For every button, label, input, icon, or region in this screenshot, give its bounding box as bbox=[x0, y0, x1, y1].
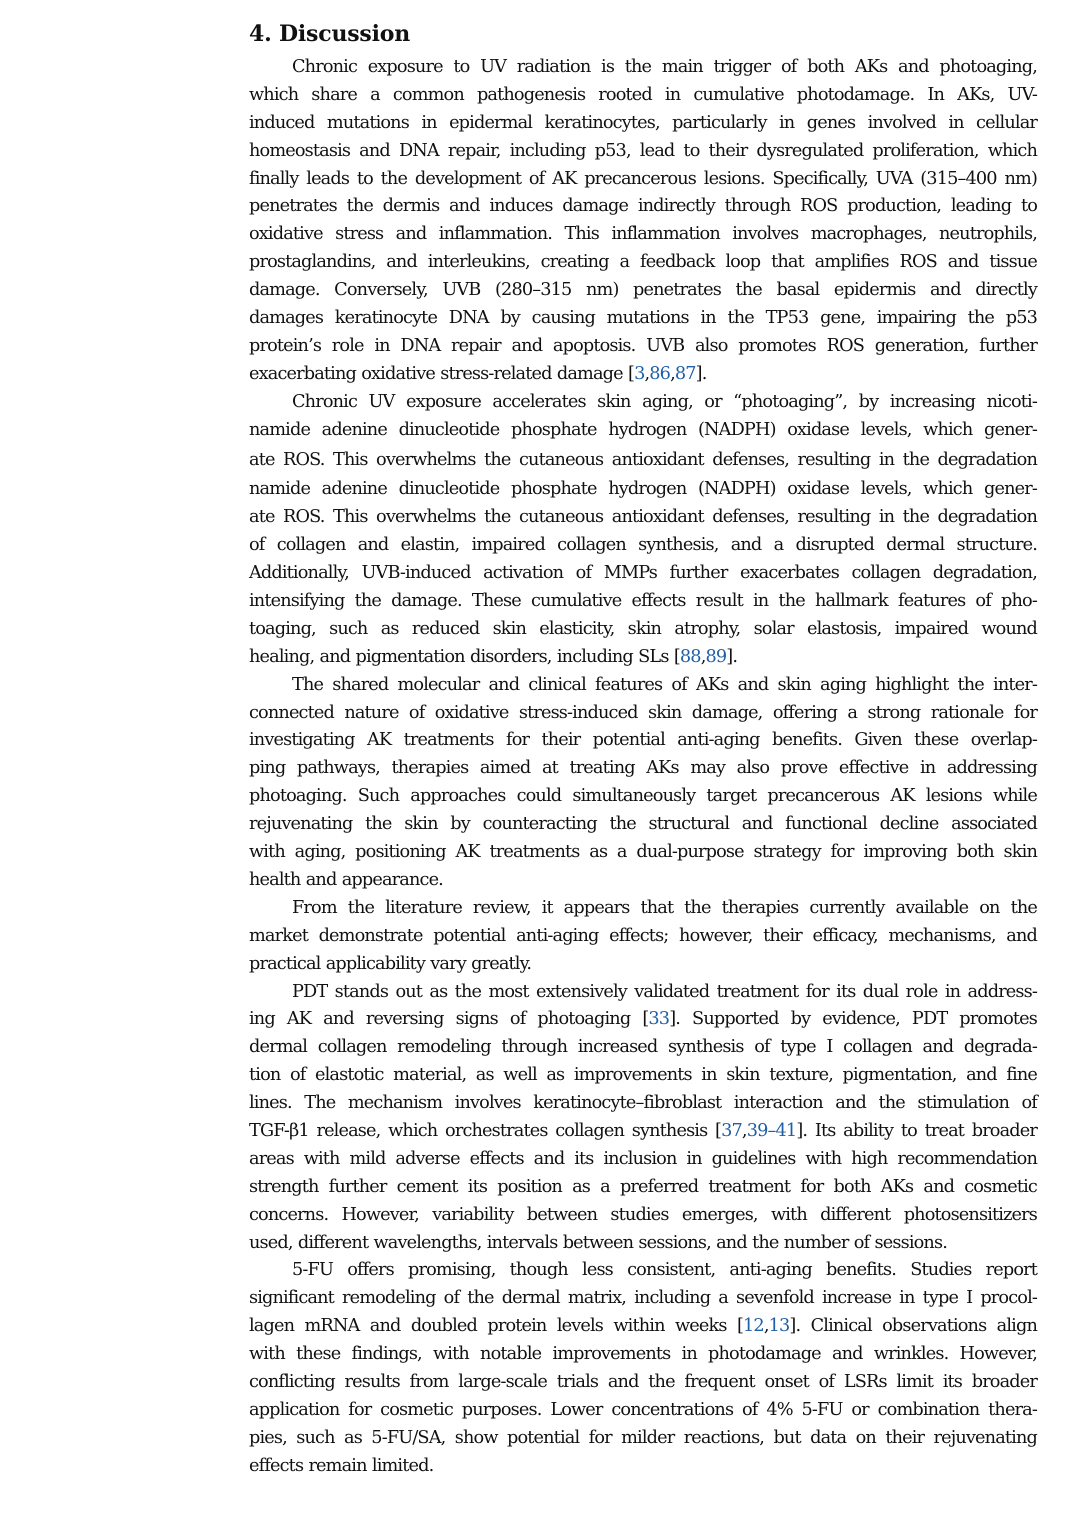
text-line: concerns. However, variability between studies emerges, with different photosensitizers bbox=[249, 1204, 1037, 1225]
text-line: healing, and pigmentation disorders, including SLs [88,89]. bbox=[249, 646, 738, 667]
paragraph-6 bbox=[249, 1257, 1037, 1480]
text-line: namide adenine dinucleotide phosphate hydrogen (NADPH) oxidase levels, which gener- bbox=[249, 479, 1037, 500]
text-segment: , bbox=[741, 1120, 747, 1141]
text-line: 5-FU offers promising, though less consistent, anti-aging benefits. Studies report bbox=[292, 1260, 1037, 1281]
text-line: practical applicability vary greatly. bbox=[249, 953, 532, 974]
citation-link[interactable]: 13 bbox=[768, 1316, 790, 1337]
text-segment: ]. Clinical observations align bbox=[789, 1316, 1037, 1337]
citation-link[interactable]: 37 bbox=[721, 1120, 742, 1141]
citation-range-dash: – bbox=[767, 1120, 776, 1141]
text-line: exacerbating oxidative stress-related damage [3,86,87]. bbox=[249, 363, 707, 384]
paragraph-1 bbox=[249, 54, 1037, 389]
text-segment: TGF-β1 release, which orchestrates collagen synthesis [ bbox=[249, 1120, 722, 1141]
text-line: with these findings, with notable improvements in photodamage and wrinkles. However, bbox=[249, 1344, 1037, 1365]
citation-link[interactable]: 88 bbox=[679, 646, 701, 667]
text-segment: ]. Supported by evidence, PDT promotes bbox=[669, 1009, 1037, 1030]
text-segment: lagen mRNA and doubled protein levels within weeks [ bbox=[249, 1316, 743, 1337]
text-line: investigating AK treatments for their potential anti-aging benefits. Given these overlap- bbox=[249, 730, 1037, 751]
text-line: tion of elastotic material, as well as improvements in skin texture, pigmentation, and fine bbox=[249, 1065, 1037, 1086]
text-line: health and appearance. bbox=[249, 869, 443, 890]
text-line: damages keratinocyte DNA by causing mutations in the TP53 gene, impairing the p53 bbox=[249, 308, 1037, 329]
text-line: Additionally, UVB-induced activation of MMPs further exacerbates collagen degradation, bbox=[249, 563, 1037, 584]
text-line: From the literature review, it appears that the therapies currently available on the bbox=[292, 897, 1037, 918]
discussion-section bbox=[249, 18, 1037, 1481]
text-line: connected nature of oxidative stress-induced skin damage, offering a strong rationale for bbox=[249, 702, 1037, 723]
text-line: namide adenine dinucleotide phosphate hydrogen (NADPH) oxidase levels, which gener- bbox=[249, 419, 1037, 440]
text-segment: exacerbating oxidative stress-related damage [ bbox=[249, 363, 635, 384]
text-line bbox=[249, 1313, 1037, 1341]
text-line: Chronic exposure to UV radiation is the main trigger of both AKs and photoaging, bbox=[292, 57, 1037, 77]
text-line: damage. Conversely, UVB (280–315 nm) penetrates the basal epidermis and directly bbox=[249, 280, 1037, 301]
text-line: significant remodeling of the dermal matrix, including a sevenfold increase in type I procol- bbox=[249, 1288, 1037, 1309]
citation-link[interactable]: 87 bbox=[674, 363, 696, 384]
text-line: used, different wavelengths, intervals between sessions, and the number of sessions. bbox=[249, 1232, 947, 1253]
citation-link[interactable]: 89 bbox=[705, 646, 727, 667]
text-line: homeostasis and DNA repair, including p53, lead to their dysregulated proliferation, which bbox=[249, 140, 1037, 161]
paragraph-5 bbox=[249, 979, 1037, 1258]
text-line: rejuvenating the skin by counteracting the structural and functional decline associated bbox=[249, 814, 1037, 835]
text-line: lines. The mechanism involves keratinocyte–fibroblast interaction and the stimulation of bbox=[249, 1093, 1037, 1114]
text-line: strength further cement its position as a preferred treatment for both AKs and cosmetic bbox=[249, 1176, 1037, 1197]
text-line: ate ROS. This overwhelms the cutaneous antioxidant defenses, resulting in the degradation bbox=[249, 507, 1037, 528]
text-segment: healing, and pigmentation disorders, including SLs [ bbox=[249, 646, 680, 667]
text-line: prostaglandins, and interleukins, creating a feedback loop that amplifies ROS and tissue bbox=[249, 252, 1037, 273]
text-line: photoaging. Such approaches could simultaneously target precancerous AK lesions while bbox=[249, 786, 1037, 807]
citation-link[interactable]: 33 bbox=[648, 1009, 670, 1030]
paragraph-4 bbox=[249, 895, 1037, 979]
citation-link[interactable]: 39 bbox=[746, 1120, 768, 1141]
section-heading: 4. Discussion bbox=[249, 21, 411, 47]
text-line: finally leads to the development of AK precancerous lesions. Specifically, UVA (315–400 nm) bbox=[249, 168, 1037, 189]
text-line bbox=[249, 1006, 1037, 1034]
text-segment: ]. bbox=[726, 646, 738, 667]
text-line: induced mutations in epidermal keratinocytes, particularly in genes involved in cellular bbox=[249, 112, 1037, 133]
text-line: conflicting results from large-scale trials and the frequent onset of LSRs limit its broader bbox=[249, 1371, 1037, 1392]
text-line: dermal collagen remodeling through increased synthesis of type I collagen and degrada- bbox=[249, 1037, 1037, 1058]
citation-link[interactable]: 12 bbox=[743, 1316, 764, 1337]
text-line: oxidative stress and inflammation. This inflammation involves macrophages, neutrophils, bbox=[249, 224, 1037, 245]
text-line: protein’s role in DNA repair and apoptosis. UVB also promotes ROS generation, further bbox=[249, 335, 1037, 356]
text-line: which share a common pathogenesis rooted in cumulative photodamage. In AKs, UV- bbox=[249, 84, 1037, 105]
text-line: ping pathways, therapies aimed at treating AKs may also prove effective in addressing bbox=[249, 758, 1037, 779]
text-line: market demonstrate potential anti-aging effects; however, their efficacy, mechanisms, and bbox=[249, 925, 1037, 946]
text-line: intensifying the damage. These cumulative effects result in the hallmark features of pho- bbox=[249, 591, 1037, 612]
text-segment: , bbox=[763, 1316, 769, 1337]
text-line: of collagen and elastin, impaired collagen synthesis, and a disrupted dermal structure. bbox=[249, 535, 1037, 556]
paragraph-3 bbox=[249, 672, 1037, 895]
text-line: pies, such as 5-FU/SA, show potential for milder reactions, but data on their rejuvenating bbox=[249, 1427, 1037, 1448]
text-line: application for cosmetic purposes. Lower concentrations of 4% 5-FU or combination thera- bbox=[249, 1399, 1037, 1420]
citation-link[interactable]: 3 bbox=[634, 363, 645, 384]
paragraph-2 bbox=[249, 389, 1037, 672]
text-segment: ]. Its ability to treat broader bbox=[796, 1120, 1037, 1141]
text-segment: ]. bbox=[695, 363, 707, 384]
text-line: penetrates the dermis and induces damage indirectly through ROS production, leading to bbox=[249, 196, 1037, 217]
citation-link[interactable]: 41 bbox=[775, 1120, 797, 1141]
text-line: The shared molecular and clinical features of AKs and skin aging highlight the inter- bbox=[292, 674, 1037, 695]
text-line: effects remain limited. bbox=[249, 1455, 434, 1476]
text-line: toaging, such as reduced skin elasticity, skin atrophy, solar elastosis, impaired wound bbox=[249, 618, 1037, 639]
text-line: with aging, positioning AK treatments as a dual-purpose strategy for improving both skin bbox=[249, 842, 1037, 863]
text-line bbox=[249, 1118, 1037, 1146]
text-segment: ing AK and reversing signs of photoaging [ bbox=[249, 1009, 649, 1030]
text-line: ate ROS. This overwhelms the cutaneous antioxidant defenses, resulting in the degradation bbox=[249, 450, 1037, 471]
citation-link[interactable]: 86 bbox=[649, 363, 671, 384]
text-line: PDT stands out as the most extensively validated treatment for its dual role in address- bbox=[292, 981, 1037, 1002]
text-line: Chronic UV exposure accelerates skin aging, or “photoaging”, by increasing nicoti- bbox=[292, 391, 1037, 412]
text-line: areas with mild adverse effects and its inclusion in guidelines with high recommendation bbox=[249, 1148, 1037, 1169]
